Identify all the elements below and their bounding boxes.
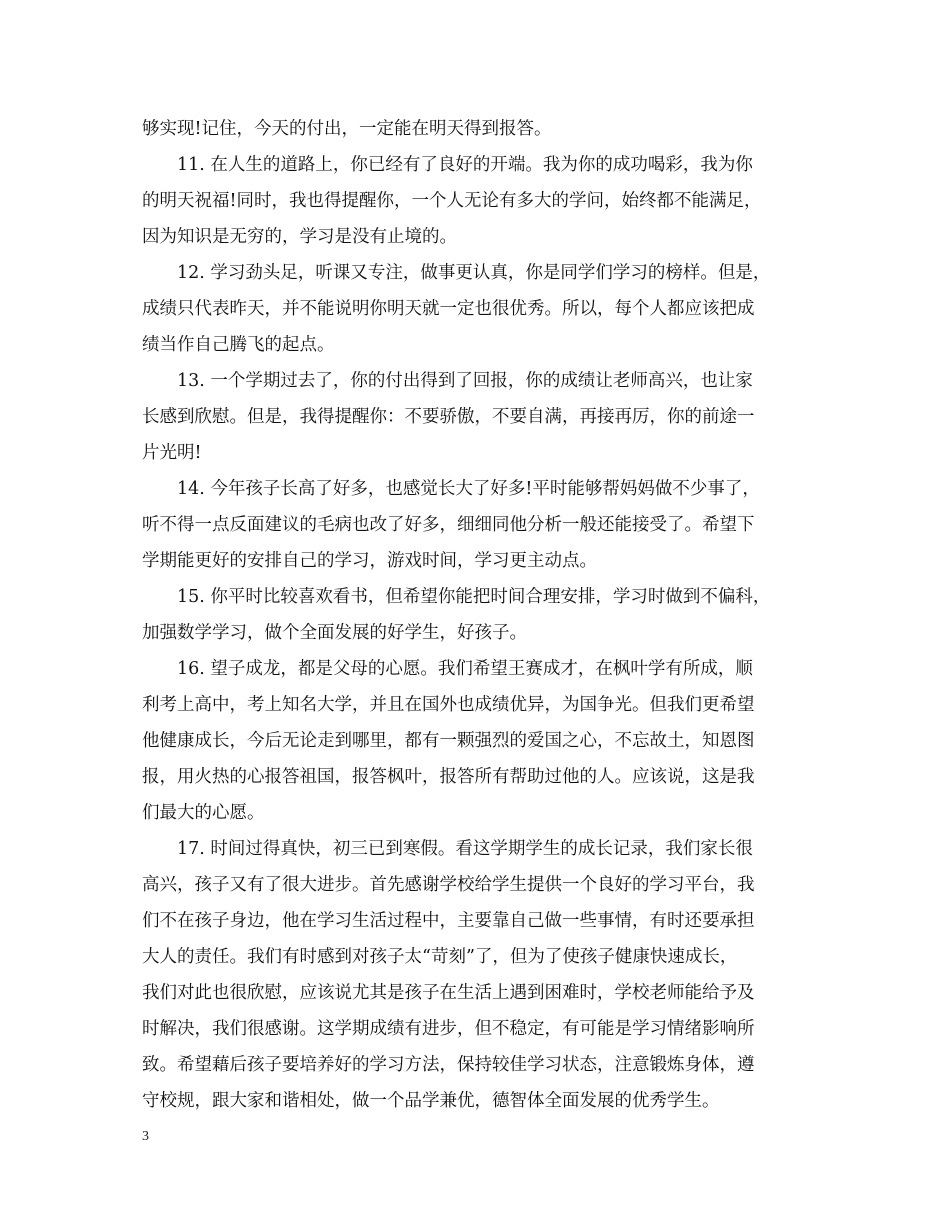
item-11-line-3: 因为知识是无穷的，学习是没有止境的。 xyxy=(142,227,457,247)
item-13-line-1: 13. 一个学期过去了，你的付出得到了回报，你的成绩让老师高兴，也让家 xyxy=(177,371,753,391)
item-14-line-1: 14. 今年孩子长高了好多，也感觉长大了好多!平时能够帮妈妈做不少事了， xyxy=(177,479,760,499)
item-14-line-2: 听不得一点反面建议的毛病也改了好多，细细同他分析一般还能接受了。希望下 xyxy=(142,515,755,535)
item-17-line-8: 守校规，跟大家和谐相处，做一个品学兼优，德智体全面发展的优秀学生。 xyxy=(142,1091,720,1111)
item-16-line-3: 他健康成长，今后无论走到哪里，都有一颗强烈的爱国之心，不忘故土，知恩图 xyxy=(142,731,755,751)
item-15-line-1: 15. 你平时比较喜欢看书，但希望你能把时间合理安排，学习时做到不偏科， xyxy=(177,587,771,607)
item-16-line-2: 利考上高中，考上知名大学，并且在国外也成绩优异，为国争光。但我们更希望 xyxy=(142,695,755,715)
item-16-line-5: 们最大的心愿。 xyxy=(142,803,265,823)
item-17-line-2: 高兴，孩子又有了很大进步。首先感谢学校给学生提供一个良好的学习平台，我 xyxy=(142,875,755,895)
item-13-line-3: 片光明! xyxy=(142,443,202,463)
item-17-line-5: 我们对此也很欣慰，应该说尤其是孩子在生活上遇到困难时，学校老师能给予及 xyxy=(142,983,755,1003)
item-12-line-2: 成绩只代表昨天，并不能说明你明天就一定也很优秀。所以，每个人都应该把成 xyxy=(142,299,755,319)
item-13-line-2: 长感到欣慰。但是，我得提醒你：不要骄傲，不要自满，再接再厉，你的前途一 xyxy=(142,407,755,427)
item-17-line-1: 17. 时间过得真快，初三已到寒假。看这学期学生的成长记录，我们家长很 xyxy=(177,839,753,859)
item-17-line-3: 们不在孩子身边，他在学习生活过程中，主要靠自己做一些事情，有时还要承担 xyxy=(142,911,755,931)
item-14-line-3: 学期能更好的安排自己的学习，游戏时间，学习更主动点。 xyxy=(142,551,597,571)
page-number: 3 xyxy=(142,1129,149,1144)
item-15-line-2: 加强数学学习，做个全面发展的好学生，好孩子。 xyxy=(142,623,527,643)
item-16-line-4: 报，用火热的心报答祖国，报答枫叶，报答所有帮助过他的人。应该说，这是我 xyxy=(142,767,755,787)
item-12-line-1: 12. 学习劲头足，听课又专注，做事更认真，你是同学们学习的榜样。但是， xyxy=(177,263,771,283)
item-12-line-3: 绩当作自己腾飞的起点。 xyxy=(142,335,335,355)
item-17-line-6: 时解决，我们很感谢。这学期成绩有进步，但不稳定，有可能是学习情绪影响所 xyxy=(142,1019,755,1039)
paragraph-continuation-line: 够实现!记住，今天的付出，一定能在明天得到报答。 xyxy=(142,119,552,139)
item-16-line-1: 16. 望子成龙，都是父母的心愿。我们希望王赛成才，在枫叶学有所成，顺 xyxy=(177,659,753,679)
item-11-line-1: 11. 在人生的道路上，你已经有了良好的开端。我为你的成功喝彩，我为你 xyxy=(177,155,753,175)
item-17-line-7: 致。希望藉后孩子要培养好的学习方法，保持较佳学习状态，注意锻炼身体，遵 xyxy=(142,1055,755,1075)
item-17-line-4: 大人的责任。我们有时感到对孩子太“苛刻”了，但为了使孩子健康快速成长， xyxy=(142,947,738,967)
item-11-line-2: 的明天祝福!同时，我也得提醒你，一个人无论有多大的学问，始终都不能满足， xyxy=(142,191,762,211)
